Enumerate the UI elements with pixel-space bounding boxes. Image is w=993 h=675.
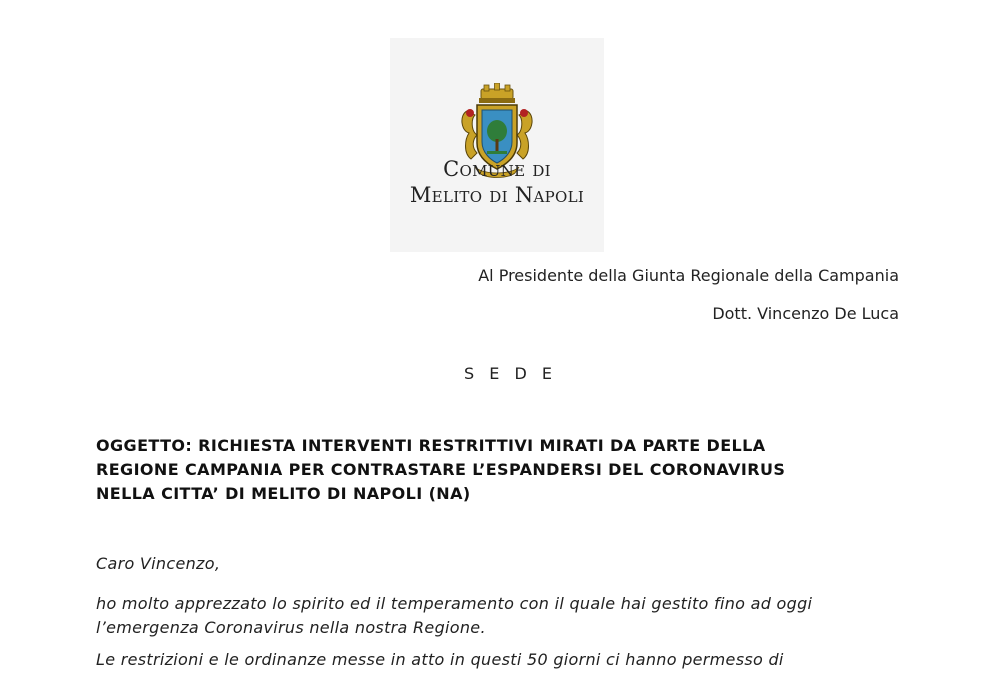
- letter-subject: [96, 434, 896, 506]
- paragraph-line: Le restrizioni e le ordinanze messe in atto in questi 50 giorni ci hanno permesso di: [96, 650, 784, 669]
- letter-paragraph-1: [96, 592, 896, 640]
- sede-label: S E D E: [464, 364, 557, 383]
- subject-line: REGIONE CAMPANIA PER CONTRASTARE L’ESPANDERSI DEL CORONAVIRUS: [96, 460, 786, 479]
- paragraph-line: ho molto apprezzato lo spirito ed il temperamento con il quale hai gestito fino ad oggi: [96, 594, 813, 613]
- recipient-title: Al Presidente della Giunta Regionale della Campania: [478, 266, 899, 285]
- letter-salutation: Caro Vincenzo,: [96, 554, 221, 573]
- paragraph-line: l’emergenza Coronavirus nella nostra Regione.: [96, 618, 486, 637]
- municipality-name-line1: Comune di: [443, 157, 551, 181]
- recipient-name: Dott. Vincenzo De Luca: [712, 304, 899, 323]
- letter-paragraph-2: [96, 648, 896, 672]
- municipality-name-line2: Melito di Napoli: [409, 183, 585, 207]
- subject-line: NELLA CITTA’ DI MELITO DI NAPOLI (NA): [96, 484, 471, 503]
- subject-line: OGGETTO: RICHIESTA INTERVENTI RESTRITTIVI MIRATI DA PARTE DELLA: [96, 436, 766, 455]
- municipality-logo: [390, 38, 604, 252]
